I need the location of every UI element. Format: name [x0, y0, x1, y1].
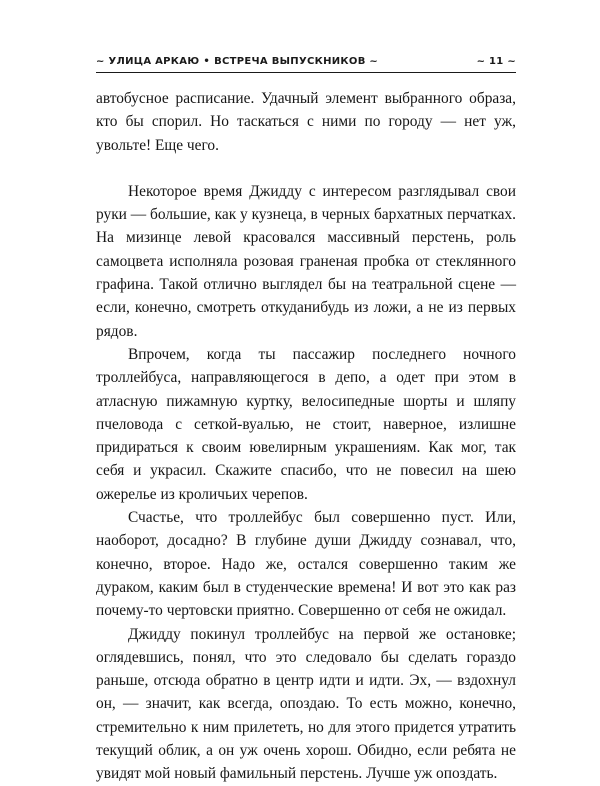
running-title — [96, 56, 378, 67]
header-rule — [96, 72, 516, 73]
running-title-bullet: • — [203, 56, 211, 67]
running-title-chapter: ВСТРЕЧА ВЫПУСКНИКОВ ~ — [214, 56, 379, 67]
body-text — [96, 87, 516, 786]
paragraph-gap — [96, 157, 516, 180]
running-header — [96, 56, 516, 70]
paragraph-continuation: автобусное расписание. Удачный элемент выбранного образа, кто бы спорил. Но таскаться с ними по городу — нет уж, увольте! Еще чего. — [96, 90, 516, 154]
running-title-book: ~ УЛИЦА АРКАЮ — [96, 56, 200, 67]
paragraph: Впрочем, когда ты пассажир последнего ночного троллейбуса, направляющегося в депо, а одет при этом в атласную пижамную куртку, велосипедные шорты и шляпу пчеловода с сеткой-вуалью, не стоит, наверное, излишне придираться к своим ювелирным украшениям. Как мог, так себя и украсил. Скажите спасибо, что не повесил на шею ожерелье из кроличьих черепов. — [96, 345, 516, 503]
paragraph: Некоторое время Джидду с интересом разглядывал свои руки — большие, как у кузнеца, в черных бархатных перчатках. На мизинце левой красовался массивный перстень, роль самоцвета исполняла розовая граненая пробка от стеклянного графина. Такой отлично выглядел бы на театральной сцене — если, конечно, смотреть откуданибудь из ложи, а не из первых рядов. — [96, 182, 516, 340]
paragraph: Джидду покинул троллейбус на первой же остановке; оглядевшись, понял, что это следовало бы сделать гораздо раньше, отсюда обратно в центр идти и идти. Эх, — вздохнул он, — значит, как всегда, опоздаю. То есть можно, конечно, стремительно к ним прилететь, но для этого придется утратить текущий облик, а он уж очень хорош. Обидно, если ребята не увидят мой новый фамильный перстень. Лучше уж опоздать. — [96, 625, 516, 783]
page-number: ~ 11 ~ — [476, 56, 516, 67]
paragraph: Счастье, что троллейбус был совершенно пуст. Или, наоборот, досадно? В глубине души Джидду сознавал, что, конечно, второе. Надо же, остался совершенно таким же дураком, каким был в студенческие времена! И вот это как раз почему-то чертовски приятно. Совершенно от себя не ожидал. — [96, 509, 516, 620]
